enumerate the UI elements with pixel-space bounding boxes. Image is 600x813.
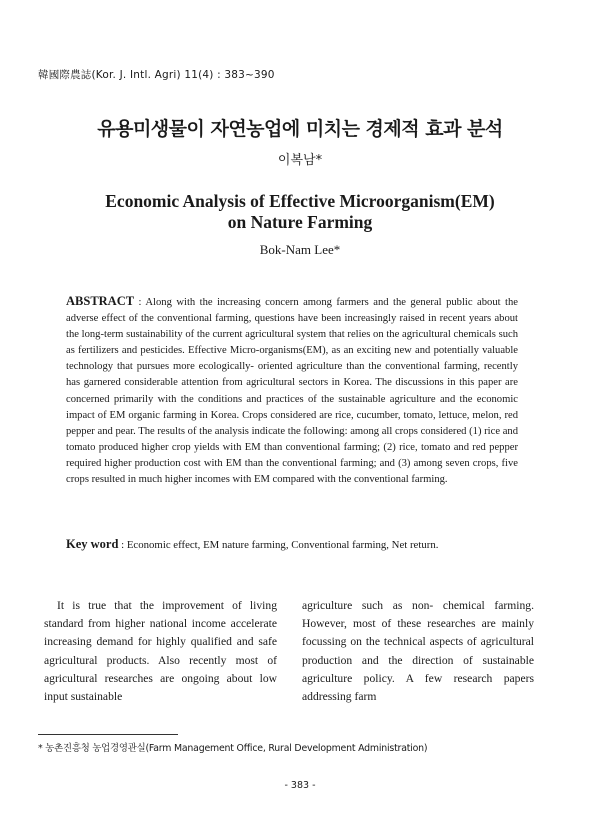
page-number: - 383 - — [284, 780, 316, 791]
korean-author: 이복남* — [277, 153, 323, 168]
body-left-column: It is true that the improvement of living standard from higher national income accelerate increasing demand for highly qualified and safe agricultural products. Also recently most of agricultural researches are ongoing about low input sustainable — [44, 599, 277, 704]
english-author: Bok-Nam Lee* — [259, 242, 341, 257]
footnote-divider — [38, 734, 178, 735]
abstract — [66, 293, 518, 488]
keywords-text: : Economic effect, EM nature farming, Conventional farming, Net return. — [118, 539, 439, 551]
journal-reference: 韓國際農誌(Kor. J. Intl. Agri) 11(4) : 383~390 — [38, 69, 275, 81]
english-title-line-1: Economic Analysis of Effective Microorganism(EM) — [105, 191, 495, 211]
keywords-label: Key word — [66, 537, 119, 551]
body-right-column: agriculture such as non- chemical farming. However, most of these researches are mainly focussing on the technical aspects of agricultural production and the direction of sustainable agriculture policy. A few research papers addressing farm — [302, 599, 534, 704]
korean-title: 유용미생물이 자연농업에 미치는 경제적 효과 분석 — [97, 118, 503, 140]
footnote: * 농촌진흥청 농업경영관실(Farm Management Office, Rural Development Administration) — [38, 743, 428, 754]
english-title — [0, 191, 600, 233]
abstract-label: ABSTRACT — [66, 294, 135, 308]
abstract-text: : Along with the increasing concern among farmers and the general public about the adverse effect of the conventional farming, questions have been increasingly raised in recent years about the long-term sustainability of the current agricultural system that relies on the agricultural chemicals such as fertilizers and pesticides. Effective Micro-organisms(EM), as an exciting new and potentially valuable technology that pursues more ecologically- oriented agriculture than the conventional farming, recently has garnered considerable attention from agricultural sectors in Korea. The discussions in this paper are concerned primarily with the conditions and practices of the sustainable agriculture and the economic impact of EM organic farming in Korea. Crops considered are rice, cucumber, tomato, lettuce, melon, red pepper and pear. The results of the analysis indicate the following: among all crops considered (1) rice and tomato produced higher crop yields with EM than conventional farming; (2) rice, tomato and red pepper required higher production cost with EM than the conventional farming; and (3) among seven crops, five crops resulted in much higher incomes with EM compared with the conventional farming. — [66, 297, 518, 486]
english-title-line-2: on Nature Farming — [227, 212, 373, 232]
keywords — [66, 536, 526, 553]
